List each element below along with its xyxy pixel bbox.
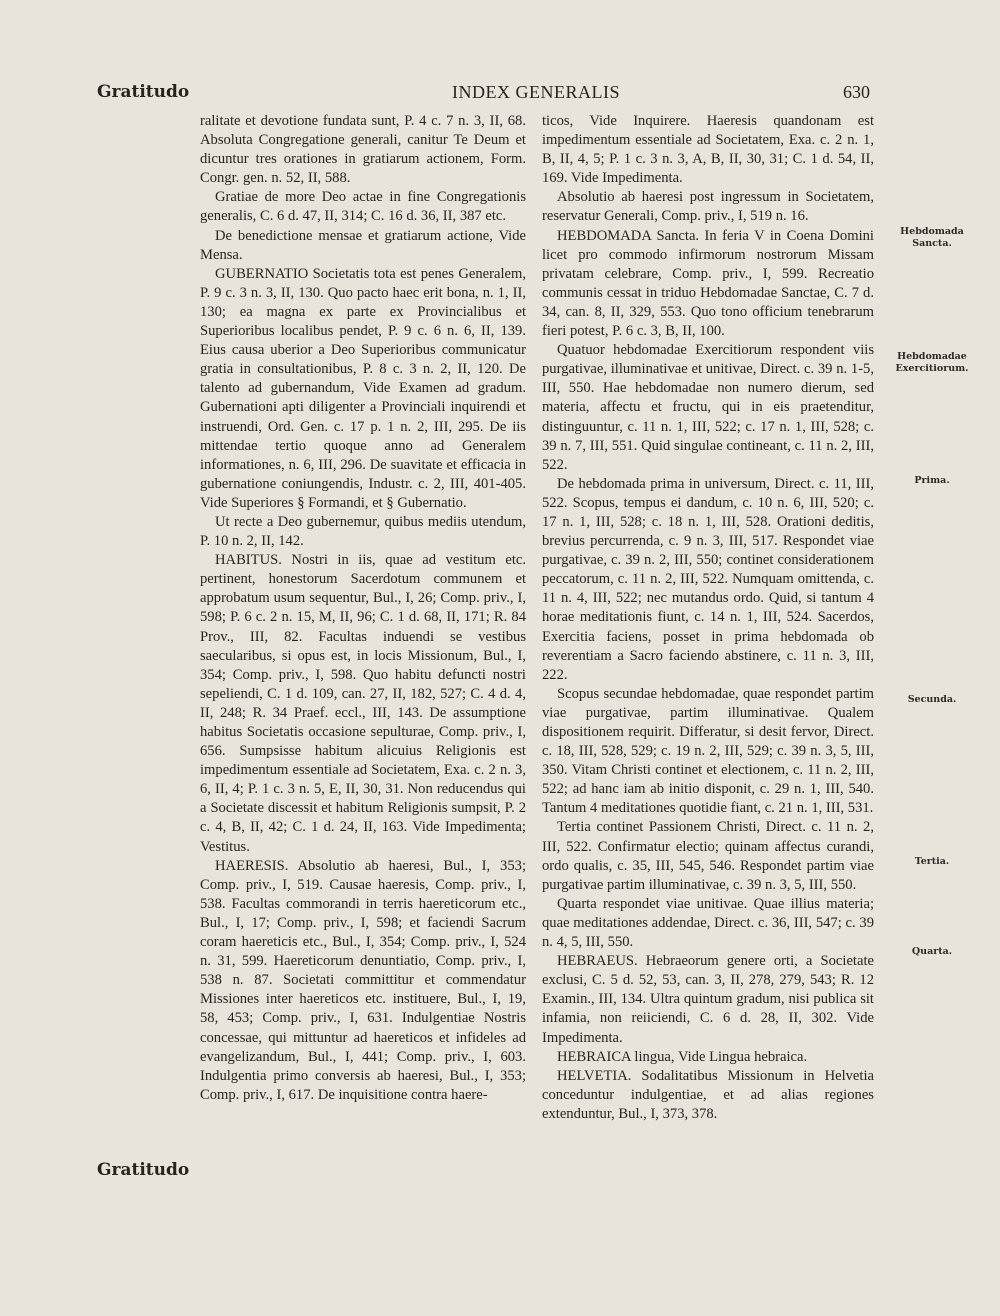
index-entry: HAERESIS. Absolutio ab haeresi, Bul., I, 353; Comp. priv., I, 519. Causae haeresis, Comp. priv., I, 538. Facultas commorandi in terris haereticorum etc., Bul., I, 17; Comp. priv., I, 598; et faciendi Sacrum coram haereticis etc., Bul., I, 354; Comp. priv., I, 524 n. 31, 599. Haereticorum denuntiatio, Comp. priv., I, 538 n. 87. Societati committitur et commendatur Missiones inter haereticos etc. instituere, Bul., I, 19, 58, 453; Comp. priv., I, 631. Indulgentiae Nostris concessae, qui mittuntur ad haereticos et infideles ad evangelizandum, Bul., I, 441; Comp. priv., I, 603. Indulgentia primo conversis ab haeresi, Bul., I, 353; Comp. priv., I, 617. De inquisitione contra haere- bbox=[200, 857, 526, 1103]
margin-note-tertia: Tertia. bbox=[914, 856, 950, 867]
margin-note-hebdomada-sancta: Hebdomada Sancta. bbox=[900, 226, 964, 249]
running-head-title: INDEX GENERALIS bbox=[452, 82, 620, 102]
index-entry: HEBDOMADA Sancta. In feria V in Coena Domini licet pro commodo infirmorum nostrorum Missam privatam celebrare, Comp. priv., I, 599. Recreatio communis cessat in triduo Hebdomadae Sanctae, C. 7 d. 34, can. 8, II, 329, 553. Quo tono officium tenebrarum fieri potest, P. 6 c. 3, B, II, 100. bbox=[542, 227, 874, 340]
index-entry: Gratiae de more Deo actae in fine Congregationis generalis, C. 6 d. 47, II, 314; C. 16 d. 36, II, 387 etc. bbox=[200, 189, 526, 225]
index-entry: ralitate et devotione fundata sunt, P. 4 c. 7 n. 3, II, 68. Absoluta Congregatione generali, canitur Te Deum et dicuntur tres orationes in gratiarum actionem, Form. Congr. gen. n. 52, II, 588. bbox=[200, 113, 526, 187]
page-header bbox=[0, 82, 1000, 110]
index-entry: De hebdomada prima in universum, Direct. c. 11, III, 522. Scopus, tempus ei dandum, c. 10 n. 6, III, 520; c. 17 n. 1, III, 528; c. 18 n. 1, III, 528. Orationi deditis, brevius percurrenda, c. 9 n. 3, III, 517. Respondet viae purgativae, c. 39 n. 2, III, 550; continet considerationem peccatorum, c. 11 n. 2, III, 522. Numquam omittenda, c. 11 n. 4, III, 522; nec mutandus ordo. Quid, si tantum 4 horae meditationis fiunt, c. 14 n. 1, III, 524. Sacerdos, Exercitia faciens, posset in prima hebdomada ob reverentiam a Sacro faciendo abstinere, c. 11 n. 3, III, 222. bbox=[542, 475, 874, 683]
left-column bbox=[200, 112, 526, 1105]
margin-note-prima: Prima. bbox=[914, 475, 950, 486]
index-entry: Ut recte a Deo gubernemur, quibus mediis utendum, P. 10 n. 2, II, 142. bbox=[200, 513, 526, 550]
index-entry: Tertia continet Passionem Christi, Direct. c. 11 n. 2, III, 522. Confirmatur electio; quinam affectus curandi, ordo qualis, c. 35, III, 545, 546. Respondet partim viae purgativae partim illuminativae, c. 39 n. 3, 5, III, 550. bbox=[542, 819, 874, 893]
index-entry: De benedictione mensae et gratiarum actione, Vide Mensa. bbox=[200, 227, 526, 263]
margin-note-secunda: Secunda. bbox=[907, 694, 957, 705]
index-entry: Quatuor hebdomadae Exercitiorum respondent viis purgativae, illuminativae et unitivae, Direct. c. 39 n. 1-5, III, 550. Hae hebdomadae non numero dierum, sed materia, affectu et fructu, qui in eis praetenditur, distinguuntur, c. 11 n. 1, III, 522; c. 17 n. 1, III, 528; c. 39 n. 7, III, 551. Quid singulae contineant, c. 11 n. 2, III, 522. bbox=[542, 342, 874, 473]
index-entry: Absolutio ab haeresi post ingressum in Societatem, reservatur Generali, Comp. priv., I, 519 n. 16. bbox=[542, 189, 874, 225]
index-entry: Quarta respondet viae unitivae. Quae illius materia; quae meditationes addendae, Direct. c. 36, III, 547; c. 39 n. 4, 5, III, 550. bbox=[542, 895, 874, 951]
running-head-left: Gratitudo bbox=[97, 82, 190, 102]
index-entry: HEBRAICA lingua, Vide Lingua hebraica. bbox=[557, 1048, 808, 1065]
margin-note-quarta: Quarta. bbox=[911, 946, 953, 957]
right-column bbox=[542, 112, 874, 1124]
margin-note-hebdomadae-exercitiorum: Hebdomadae Exercitiorum. bbox=[895, 351, 969, 374]
index-entry: GUBERNATIO Societatis tota est penes Generalem, P. 9 c. 3 n. 3, II, 130. Quo pacto haec erit bona, n. 1, II, 130; ea magna ex parte ex Provincialibus et Superioribus localibus pendet, P. 9 c. 6 n. 6, II, 139. Eius causa uberior a Deo Superioribus communicatur gratia in consultationibus, P. 8 c. 3 n. 2, II, 120. De talento ad gubernandum, Vide Examen ad gradum. Gubernationi apti diligenter a Provinciali inquirendi et instruendi, Ord. Gen. c. 17 p. 1 n. 2, III, 295. De iis mittendae tertio quoque anno ad Generalem informationes, n. 6, III, 296. De suavitate et efficacia in gubernatione coniungendis, Industr. c. 2, III, 401-405. Vide Superiores § Formandi, et § Gubernatio. bbox=[200, 265, 526, 511]
index-entry: HEBRAEUS. Hebraeorum genere orti, a Societate exclusi, C. 5 d. 52, 53, can. 3, II, 278, 279, 543; R. 12 Examin., III, 134. Ultra quintum gradum, nisi publica sit infamia, non reiiciendi, C. 6 d. 28, II, 302. Vide Impedimenta. bbox=[542, 953, 874, 1046]
index-entry: ticos, Vide Inquirere. Haeresis quandonam est impedimentum essentiale ad Societatem, Exa. c. 2 n. 1, B, II, 4, 5; P. 1 c. 3 n. 3, A, B, II, 30, 31; C. 1 d. 54, II, 169. Vide Impedimenta. bbox=[542, 113, 874, 187]
index-entry: HABITUS. Nostri in iis, quae ad vestitum etc. pertinent, honestorum Sacerdotum communem et approbatum usum sequentur, Bul., I, 26; Comp. priv., I, 598; P. 6 c. 2 n. 15, M, II, 96; C. 1 d. 68, II, 171; R. 84 Prov., III, 82. Facultas induendi se vestibus saecularibus, si opus est, in locis Missionum, Bul., I, 354; Comp. priv., I, 598. Quo habitu defuncti nostri sepeliendi, C. 1 d. 109, can. 27, II, 182, 527; C. 4 d. 4, II, 248; R. 34 Praef. eccl., III, 143. De assumptione habitus Societatis occasione sepulturae, Comp. priv., I, 656. Sumpsisse habitum alicuius Religionis est impedimentum essentiale ad Societatem, Exa. c. 2 n. 3, 6, II, 4; P. 1 c. 3 n. 5, E, II, 30, 31. Non reducendus qui a Societate discessit et habitum Religionis sumpsit, P. 2 c. 4, B, II, 42; C. 1 d. 24, II, 163. Vide Impedimenta; Vestitus. bbox=[200, 552, 526, 855]
page-footer: Gratitudo bbox=[97, 1160, 190, 1180]
page-number: 630 bbox=[843, 82, 870, 102]
index-entry: HELVETIA. Sodalitatibus Missionum in Helvetia conceduntur indulgentiae, et ad alias regiones extenduntur, Bul., I, 373, 378. bbox=[542, 1067, 874, 1122]
index-entry: Scopus secundae hebdomadae, quae respondet partim viae purgativae, partim illuminativae. Qualem dispositionem requirit. Differatur, si desit fervor, Direct. c. 18, III, 528, 529; c. 19 n. 2, III, 529; c. 39 n. 3, 5, III, 350. Vitam Christi continet et electionem, c. 11 n. 2, III, 522; ad hanc iam ab initio disponit, c. 29 n. 1, III, 540. Tantum 4 meditationes quotidie fiant, c. 21 n. 1, III, 531. bbox=[542, 685, 874, 817]
